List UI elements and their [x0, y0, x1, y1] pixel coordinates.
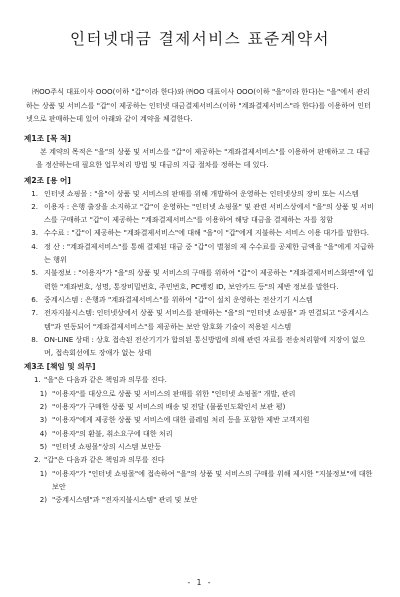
obligation-item — [26, 427, 374, 440]
definition-number: 7. — [31, 308, 38, 318]
definition-list — [26, 187, 374, 360]
definition-number: 3. — [31, 228, 38, 238]
obligation-number: 4) — [39, 428, 47, 438]
definition-item — [28, 240, 374, 267]
obligation-number: 2) — [39, 402, 47, 412]
article-2-title: 제2조 [용 어] — [24, 175, 71, 185]
obligation-item — [26, 467, 374, 494]
obligation-number: 5) — [39, 441, 47, 451]
obligation-text: "이용자"를 대상으로 상품 및 서비스의 판매를 위한 "인터넷 쇼핑몰" 개발, 관리 — [52, 388, 296, 398]
article-1 — [26, 132, 374, 172]
definition-item — [28, 226, 374, 239]
obligation-sublist — [26, 467, 374, 507]
definition-text: 인터넷 쇼핑몰 : "을"이 상품 및 서비스의 판매를 위해 개발하여 운영하는 인터넷상의 장비 또는 시스템 — [44, 188, 359, 198]
obligation-number: 1) — [39, 388, 47, 398]
obligation-item — [26, 413, 374, 426]
obligation-text: "이용자"가 "인터넷 쇼핑몰"에 접속하여 "을"의 상품 및 서비스의 구매를 위해 제시한 "지불정보"에 대한 보안 — [52, 468, 373, 491]
definition-number: 1. — [31, 188, 38, 198]
definition-number: 6. — [31, 294, 38, 304]
definition-text: 중계시스템 : 은행과 "계좌결제서비스"를 위하여 "갑"이 설치 운영하는 전산기기 시스템 — [44, 294, 313, 304]
obligation-text: "인터넷 쇼핑몰"상의 시스템 보안등 — [52, 441, 162, 451]
article-2 — [26, 174, 374, 360]
obligation-text: "이용자"가 구매한 상품 및 서비스의 배송 및 전달 (물품인도확인서 보관 평) — [52, 402, 286, 412]
clause-text: "을"은 다음과 같은 책임과 의무를 진다. — [44, 375, 167, 385]
article-3 — [26, 360, 374, 506]
definition-text: 전자지불시스템: 인터넷상에서 상품 및 서비스를 판매하는 "을"의 "인터넷 쇼핑몰" 과 연결되고 "중계시스템"과 연동되어 "계좌결제서비스"를 제공하는 보안 암호화 기술이 적용된 시스템 — [44, 308, 369, 331]
definition-text: 수수료 : "갑"이 제공하는 "계좌결제서비스"에 대해 "을"이 "갑"에게 지불하는 서비스 이용 대가를 말한다. — [44, 228, 370, 238]
obligation-item — [26, 440, 374, 453]
obligation-item — [26, 400, 374, 413]
clause-number: 2. — [34, 455, 41, 465]
definition-text: ON-LINE 상태 : 상호 접속된 전산기기가 합의된 통신방법에 의해 관련 자료를 전송처리함에 지장이 없으며, 접속회선에도 장애가 없는 상태 — [44, 334, 366, 358]
article-1-title: 제1조 [목 적] — [24, 133, 71, 143]
definition-item — [28, 293, 374, 306]
definition-item — [28, 200, 374, 227]
definition-text: 이용자 : 은행 출장을 소지하고 "갑"이 운영하는 "인터넷 쇼핑몰" 및 관련 서비스상에서 "을"의 상품 및 서비스를 구매하고 "갑"이 제공하는 "계좌결제서비스"를 이용하여 해당 대금을 결제하는 자를 칭함 — [44, 201, 374, 225]
intro-paragraph: ㈜OO주식 대표이사 OOO(이하 "갑"이라 한다)와 ㈜OO 대표이사 OOO(이하 "을"이라 한다)는 "을"에서 관리하는 상품 및 서비스를 "갑"이 제공하는 인터넷 대금결제서비스(이하 "계좌결제서비스"라 한다)를 이용하여 인터넷으로 판매하는데 있어 아래와 같이 계약을 체결한다. — [26, 87, 371, 124]
obligation-clause — [26, 373, 374, 386]
page-number: - 1 - — [187, 578, 213, 587]
definition-number: 4. — [31, 241, 38, 251]
obligation-number: 2) — [39, 495, 47, 505]
definition-item — [28, 333, 374, 360]
obligation-text: "중계시스템"과 "전자지불시스템" 관리 및 보안 — [52, 495, 198, 505]
clause-number: 1. — [34, 375, 41, 385]
definition-number: 8. — [31, 334, 38, 344]
clause-text: "갑"은 다음과 같은 책임과 의무를 진다 — [44, 455, 165, 465]
definition-text: 정 산 : "계좌결제서비스"를 통해 결제된 대금 중 "갑"이 별첨의 제 수수료를 공제한 금액을 "을"에게 지급하는 행위 — [44, 241, 374, 265]
definition-item — [28, 187, 374, 200]
obligation-item — [26, 493, 374, 506]
obligation-item — [26, 387, 374, 400]
article-1-body: 본 계약의 목적은 "을"의 상품 및 서비스를 "갑"이 제공하는 "계좌결제서비스"를 이용하여 판매하고 그 대금을 정산하는데 필요한 업무처리 방법 및 대금의 지급 절차를 정하는 데 있다. — [36, 146, 370, 170]
definition-text: 지불정보 : "이용자"가 "을"의 상품 및 서비스의 구매를 위하여 "갑"이 제공하는 "계좌결제서비스화면"에 입력한 "계좌번호, 성명, 통장비밀번호, 주민번호, PC뱅킹 ID, 보안카드 등"의 제반 정보를 말한다. — [44, 268, 374, 291]
obligation-sublist — [26, 387, 374, 453]
definition-number: 5. — [31, 268, 38, 278]
obligation-number: 3) — [39, 415, 47, 425]
definition-item — [28, 266, 374, 293]
document-title: 인터넷대금 결제서비스 표준계약서 — [70, 30, 330, 48]
obligation-text: "이용자"에게 제공한 상품 및 서비스에 대한 클레임 처리 등을 포함한 제반 고객지원 — [52, 415, 310, 425]
definition-number: 2. — [31, 201, 38, 211]
definition-item — [28, 306, 374, 333]
obligation-clause — [26, 453, 374, 466]
obligation-number: 1) — [39, 468, 47, 478]
obligation-text: "이용자"의 환불, 취소요구에 대한 처리 — [52, 428, 173, 438]
article-3-title: 제3조 [책임 및 의무] — [24, 362, 96, 372]
